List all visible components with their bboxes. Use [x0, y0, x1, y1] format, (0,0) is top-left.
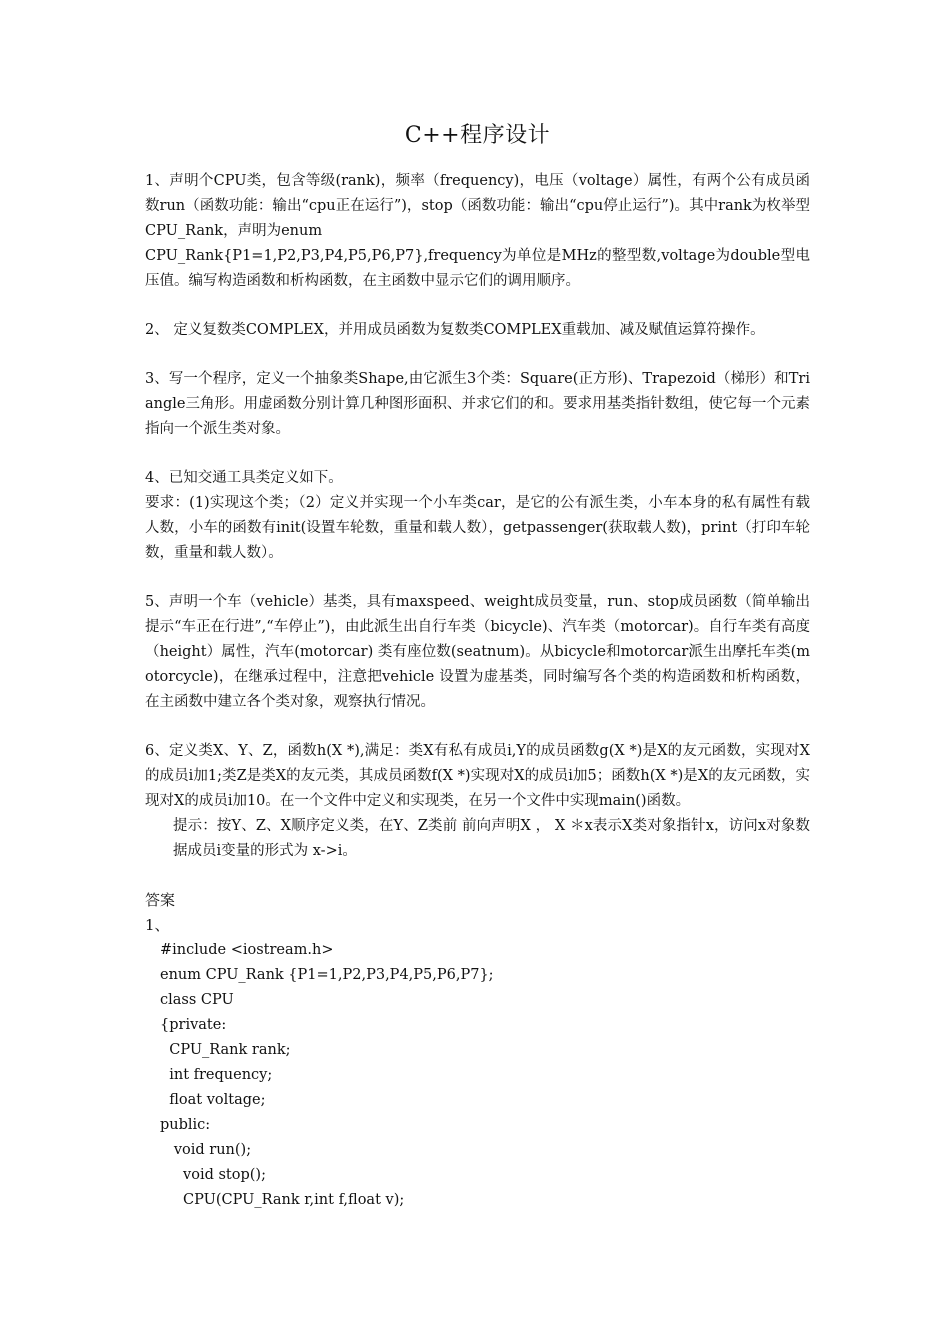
- code-line: float voltage;: [160, 1092, 266, 1108]
- question-5: [145, 590, 810, 715]
- code-block: [145, 938, 810, 1213]
- code-line: enum CPU_Rank {P1=1,P2,P3,P4,P5,P6,P7};: [160, 967, 494, 983]
- question-4-line-1: 4、已知交通工具类定义如下。: [145, 470, 343, 486]
- question-1-line-2: CPU_Rank{P1=1,P2,P3,P4,P5,P6,P7},frequency为单位是MHz的整型数,voltage为double型电压值。编写构造函数和析构函数，在主函数中显示它们的调用顺序。: [145, 248, 810, 289]
- answer-number: 1、: [145, 916, 170, 934]
- code-line: class CPU: [160, 992, 234, 1008]
- question-2-line-1: 2、 定义复数类COMPLEX，并用成员函数为复数类COMPLEX重载加、减及赋值运算符操作。: [145, 322, 765, 338]
- code-line: {private:: [160, 1017, 227, 1033]
- question-3: [145, 367, 810, 442]
- answer-heading: 答案: [145, 891, 176, 909]
- question-2: [145, 318, 810, 343]
- question-1-line-1: 1、声明个CPU类，包含等级(rank)，频率（frequency)，电压（voltage）属性，有两个公有成员函数run（函数功能：输出“cpu正在运行”)，stop（函数功能：输出“cpu停止运行”)。其中rank为枚举型CPU_Rank，声明为enum: [145, 173, 810, 239]
- question-1: [145, 169, 810, 294]
- question-6-hint: 提示：按Y、Z、X顺序定义类，在Y、Z类前 前向声明X ， X ＊x表示X类对象指针x，访问x对象数据成员i变量的形式为 x->i。: [173, 818, 810, 859]
- code-line: CPU(CPU_Rank r,int f,float v);: [160, 1192, 405, 1208]
- question-5-line-1: 5、声明一个车（vehicle）基类，具有maxspeed、weight成员变量，run、stop成员函数（简单输出提示“车正在行进”,“车停止”)，由此派生出自行车类（bicycle)、汽车类（motorcar)。自行车类有高度（height）属性，汽车(motorcar) 类有座位数(seatnum)。从bicycle和motorcar派生出摩托车类(motorcycle)，在继承过程中，注意把vehicle 设置为虚基类，同时编写各个类的构造函数和析构函数，在主函数中建立各个类对象，观察执行情况。: [145, 594, 810, 710]
- question-6-line-1: 6、定义类X、Y、Z，函数h(X *),满足：类X有私有成员i,Y的成员函数g(X *)是X的友元函数，实现对X的成员i加1;类Z是类X的友元类，其成员函数f(X *)实现对X的成员i加5；函数h(X *)是X的友元函数，实现对X的成员i加10。在一个文件中定义和实现类，在另一个文件中实现main()函数。: [145, 743, 810, 809]
- code-line: public:: [160, 1117, 211, 1133]
- code-line: #include <iostream.h>: [160, 942, 334, 958]
- code-line: int frequency;: [160, 1067, 273, 1083]
- question-3-line-1: 3、写一个程序，定义一个抽象类Shape,由它派生3个类：Square(正方形)、Trapezoid（梯形）和Triangle三角形。用虚函数分别计算几种图形面积、并求它们的和。要求用基类指针数组，使它每一个元素指向一个派生类对象。: [145, 371, 810, 437]
- question-6: [145, 739, 810, 864]
- document-title: C++程序设计: [404, 123, 551, 148]
- question-4: [145, 466, 810, 566]
- question-4-line-2: 要求：(1)实现这个类；（2）定义并实现一个小车类car，是它的公有派生类，小车本身的私有属性有载人数，小车的函数有init(设置车轮数，重量和载人数），getpassenger(获取载人数)，print（打印车轮数，重量和载人数）。: [145, 495, 810, 561]
- code-line: void stop();: [160, 1167, 266, 1183]
- code-line: void run();: [160, 1142, 252, 1158]
- code-line: CPU_Rank rank;: [160, 1042, 291, 1058]
